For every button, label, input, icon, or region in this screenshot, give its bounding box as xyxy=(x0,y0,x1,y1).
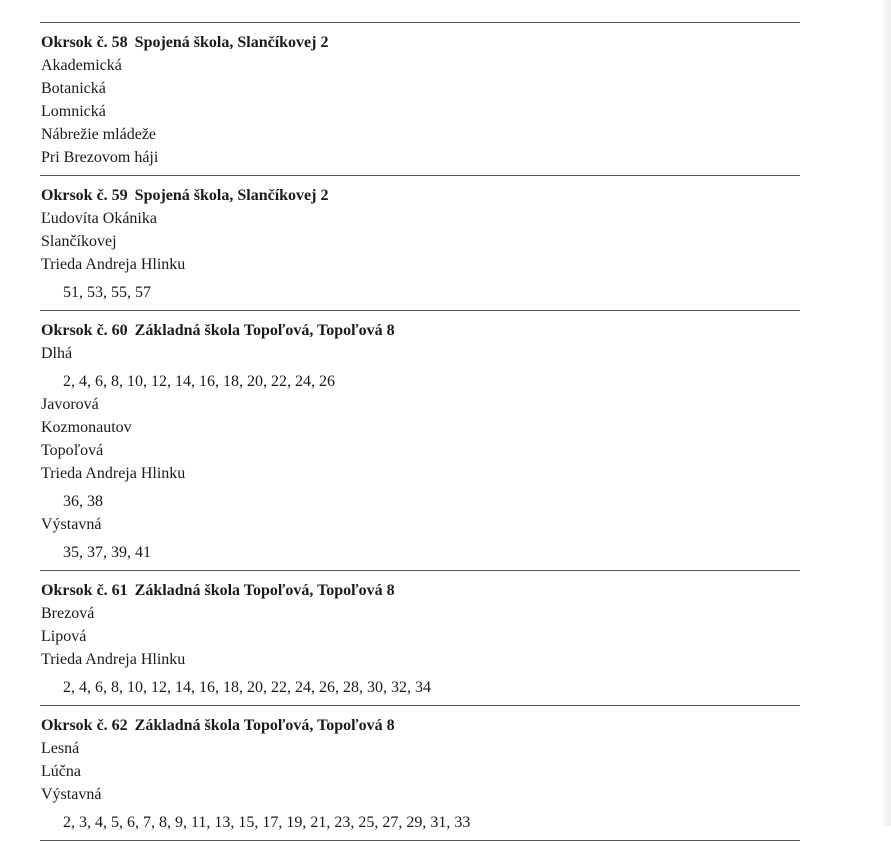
district-polling-place: Základná škola Topoľová, Topoľová 8 xyxy=(134,717,395,734)
district-number: Okrsok č. 58 xyxy=(41,34,128,51)
district-number: Okrsok č. 60 xyxy=(41,322,128,339)
house-numbers: 36, 38 xyxy=(63,493,103,510)
house-numbers: 2, 4, 6, 8, 10, 12, 14, 16, 18, 20, 22, 24, 26 xyxy=(63,373,335,390)
district-header xyxy=(41,31,800,54)
house-numbers: 2, 4, 6, 8, 10, 12, 14, 16, 18, 20, 22, 24, 26, 28, 30, 32, 34 xyxy=(63,679,431,696)
street-name: Lipová xyxy=(41,628,87,645)
district-header xyxy=(41,714,800,737)
polling-district-list xyxy=(40,22,800,841)
house-numbers: 2, 3, 4, 5, 6, 7, 8, 9, 11, 13, 15, 17, 19, 21, 23, 25, 27, 29, 31, 33 xyxy=(63,814,471,831)
street-name: Lomnická xyxy=(41,103,106,120)
district-number: Okrsok č. 61 xyxy=(41,582,128,599)
district-header xyxy=(41,319,800,342)
street-name: Kozmonautov xyxy=(41,419,132,436)
house-numbers: 51, 53, 55, 57 xyxy=(63,284,151,301)
street-name: Trieda Andreja Hlinku xyxy=(41,651,186,668)
street-name: Akademická xyxy=(41,57,122,74)
district-header xyxy=(41,184,800,207)
street-name: Brezová xyxy=(41,605,95,622)
street-name: Botanická xyxy=(41,80,106,97)
street-name: Nábrežie mládeže xyxy=(41,126,157,143)
street-name: Trieda Andreja Hlinku xyxy=(41,256,186,273)
street-name: Slančíkovej xyxy=(41,233,117,250)
street-name: Trieda Andreja Hlinku xyxy=(41,465,186,482)
district-number: Okrsok č. 59 xyxy=(41,187,128,204)
district-section xyxy=(40,176,800,310)
district-header xyxy=(41,579,800,602)
street-name: Lesná xyxy=(41,740,80,757)
district-polling-place: Základná škola Topoľová, Topoľová 8 xyxy=(134,322,395,339)
district-polling-place: Spojená škola, Slančíkovej 2 xyxy=(134,187,329,204)
street-name: Ľudovíta Okánika xyxy=(41,210,157,227)
house-numbers: 35, 37, 39, 41 xyxy=(63,544,151,561)
street-name: Javorová xyxy=(41,396,99,413)
street-name: Pri Brezovom háji xyxy=(41,149,159,166)
street-name: Výstavná xyxy=(41,786,102,803)
district-section xyxy=(40,706,800,840)
street-name: Dlhá xyxy=(41,345,73,362)
district-section xyxy=(40,311,800,570)
district-number: Okrsok č. 62 xyxy=(41,717,128,734)
street-name: Lúčna xyxy=(41,763,81,780)
district-polling-place: Spojená škola, Slančíkovej 2 xyxy=(134,34,329,51)
page-edge-shadow xyxy=(881,0,891,826)
district-section xyxy=(40,23,800,175)
street-name: Topoľová xyxy=(41,442,104,459)
district-section xyxy=(40,571,800,705)
street-name: Výstavná xyxy=(41,516,102,533)
district-polling-place: Základná škola Topoľová, Topoľová 8 xyxy=(134,582,395,599)
